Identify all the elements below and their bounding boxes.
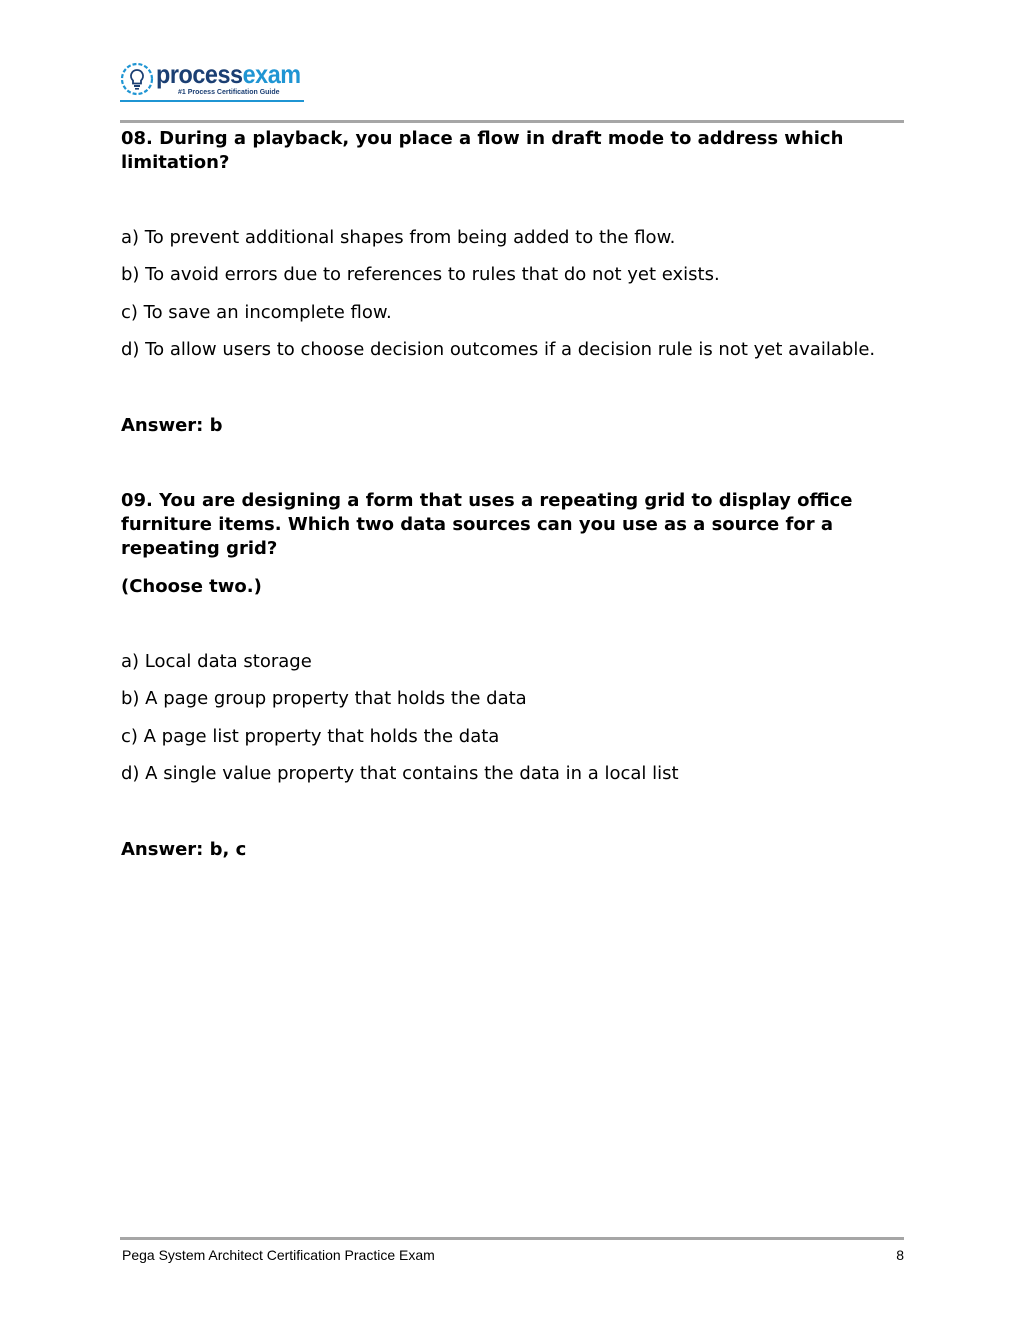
footer-divider (120, 1237, 904, 1240)
question-09-title: 09. You are designing a form that uses a repeating grid to display office furniture items. Which two data sources can you use as a source for a repeating grid? (121, 490, 853, 559)
question-08-option-b: b) To avoid errors due to references to rules that do not yet exists. (121, 264, 720, 285)
question-09-answer: Answer: b, c (121, 839, 247, 860)
question-08-title: 08. During a playback, you place a flow in draft mode to address which limitation? (121, 128, 844, 173)
question-08-option-d: d) To allow users to choose decision outcomes if a decision rule is not yet available. (121, 339, 876, 360)
question-09-option-a: a) Local data storage (121, 651, 312, 672)
footer-title: Pega System Architect Certification Practice Exam (122, 1247, 435, 1263)
question-09-option-b: b) A page group property that holds the data (121, 688, 527, 709)
logo-brand-part1: process (156, 59, 243, 89)
question-09-note: (Choose two.) (121, 576, 262, 597)
question-09-option-c: c) A page list property that holds the data (121, 726, 500, 747)
logo-underline (120, 100, 304, 102)
page-number: 8 (896, 1247, 904, 1263)
header-divider (120, 120, 904, 123)
question-08-option-c: c) To save an incomplete flow. (121, 302, 392, 323)
lightbulb-gear-icon (120, 62, 154, 96)
processexam-logo (120, 58, 306, 104)
logo-wordmark (156, 58, 301, 90)
question-09-option-d: d) A single value property that contains the data in a local list (121, 763, 679, 784)
question-08-option-a: a) To prevent additional shapes from being added to the flow. (121, 227, 676, 248)
question-08-answer: Answer: b (121, 415, 223, 436)
logo-brand-part2: exam (242, 59, 301, 89)
logo-tagline: #1 Process Certification Guide (178, 89, 280, 96)
